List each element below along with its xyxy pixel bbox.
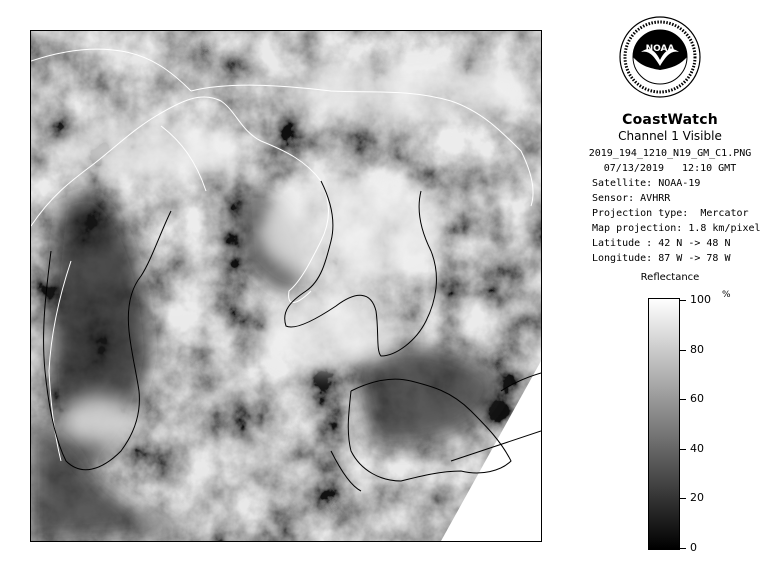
colorbar-ticks bbox=[680, 293, 740, 554]
colorbar-tick bbox=[680, 300, 686, 301]
sensor: Sensor: AVHRR bbox=[592, 193, 671, 204]
colorbar-tick-label: 20 bbox=[690, 491, 704, 505]
longitude-range: Longitude: 87 W -> 78 W bbox=[592, 253, 731, 264]
channel-subtitle: Channel 1 Visible bbox=[618, 129, 722, 143]
reflectance-colorbar bbox=[648, 298, 680, 550]
filename: 2019_194_1210_N19_GM_C1.PNG bbox=[588, 148, 752, 159]
colorbar-tick-label: 40 bbox=[690, 441, 704, 455]
colorbar-tick-label: 100 bbox=[690, 293, 711, 306]
projection-type: Projection type: Mercator bbox=[592, 208, 749, 219]
colorbar-label: Reflectance bbox=[640, 272, 700, 283]
satellite-map bbox=[30, 30, 542, 542]
logo-text: NOAA bbox=[645, 44, 675, 54]
latitude-range: Latitude : 42 N -> 48 N bbox=[592, 238, 731, 249]
colorbar-tick bbox=[680, 498, 686, 499]
noaa-seal-icon bbox=[619, 16, 701, 98]
map-projection: Map projection: 1.8 km/pixel bbox=[592, 223, 761, 234]
satellite: Satellite: NOAA-19 bbox=[592, 178, 701, 189]
colorbar-tick bbox=[680, 449, 686, 450]
colorbar-tick-label: 60 bbox=[690, 392, 704, 406]
datetime: 07/13/2019 12:10 GMT bbox=[603, 163, 737, 174]
colorbar-tick bbox=[680, 548, 686, 549]
colorbar-unit: % bbox=[722, 290, 731, 300]
colorbar-tick bbox=[680, 350, 686, 351]
map-graphic bbox=[31, 31, 541, 541]
colorbar-tick-label: 0 bbox=[690, 541, 697, 554]
product-title: CoastWatch bbox=[622, 112, 718, 128]
colorbar-tick-label: 80 bbox=[690, 342, 704, 356]
noaa-logo bbox=[619, 16, 701, 98]
colorbar-tick bbox=[680, 399, 686, 400]
